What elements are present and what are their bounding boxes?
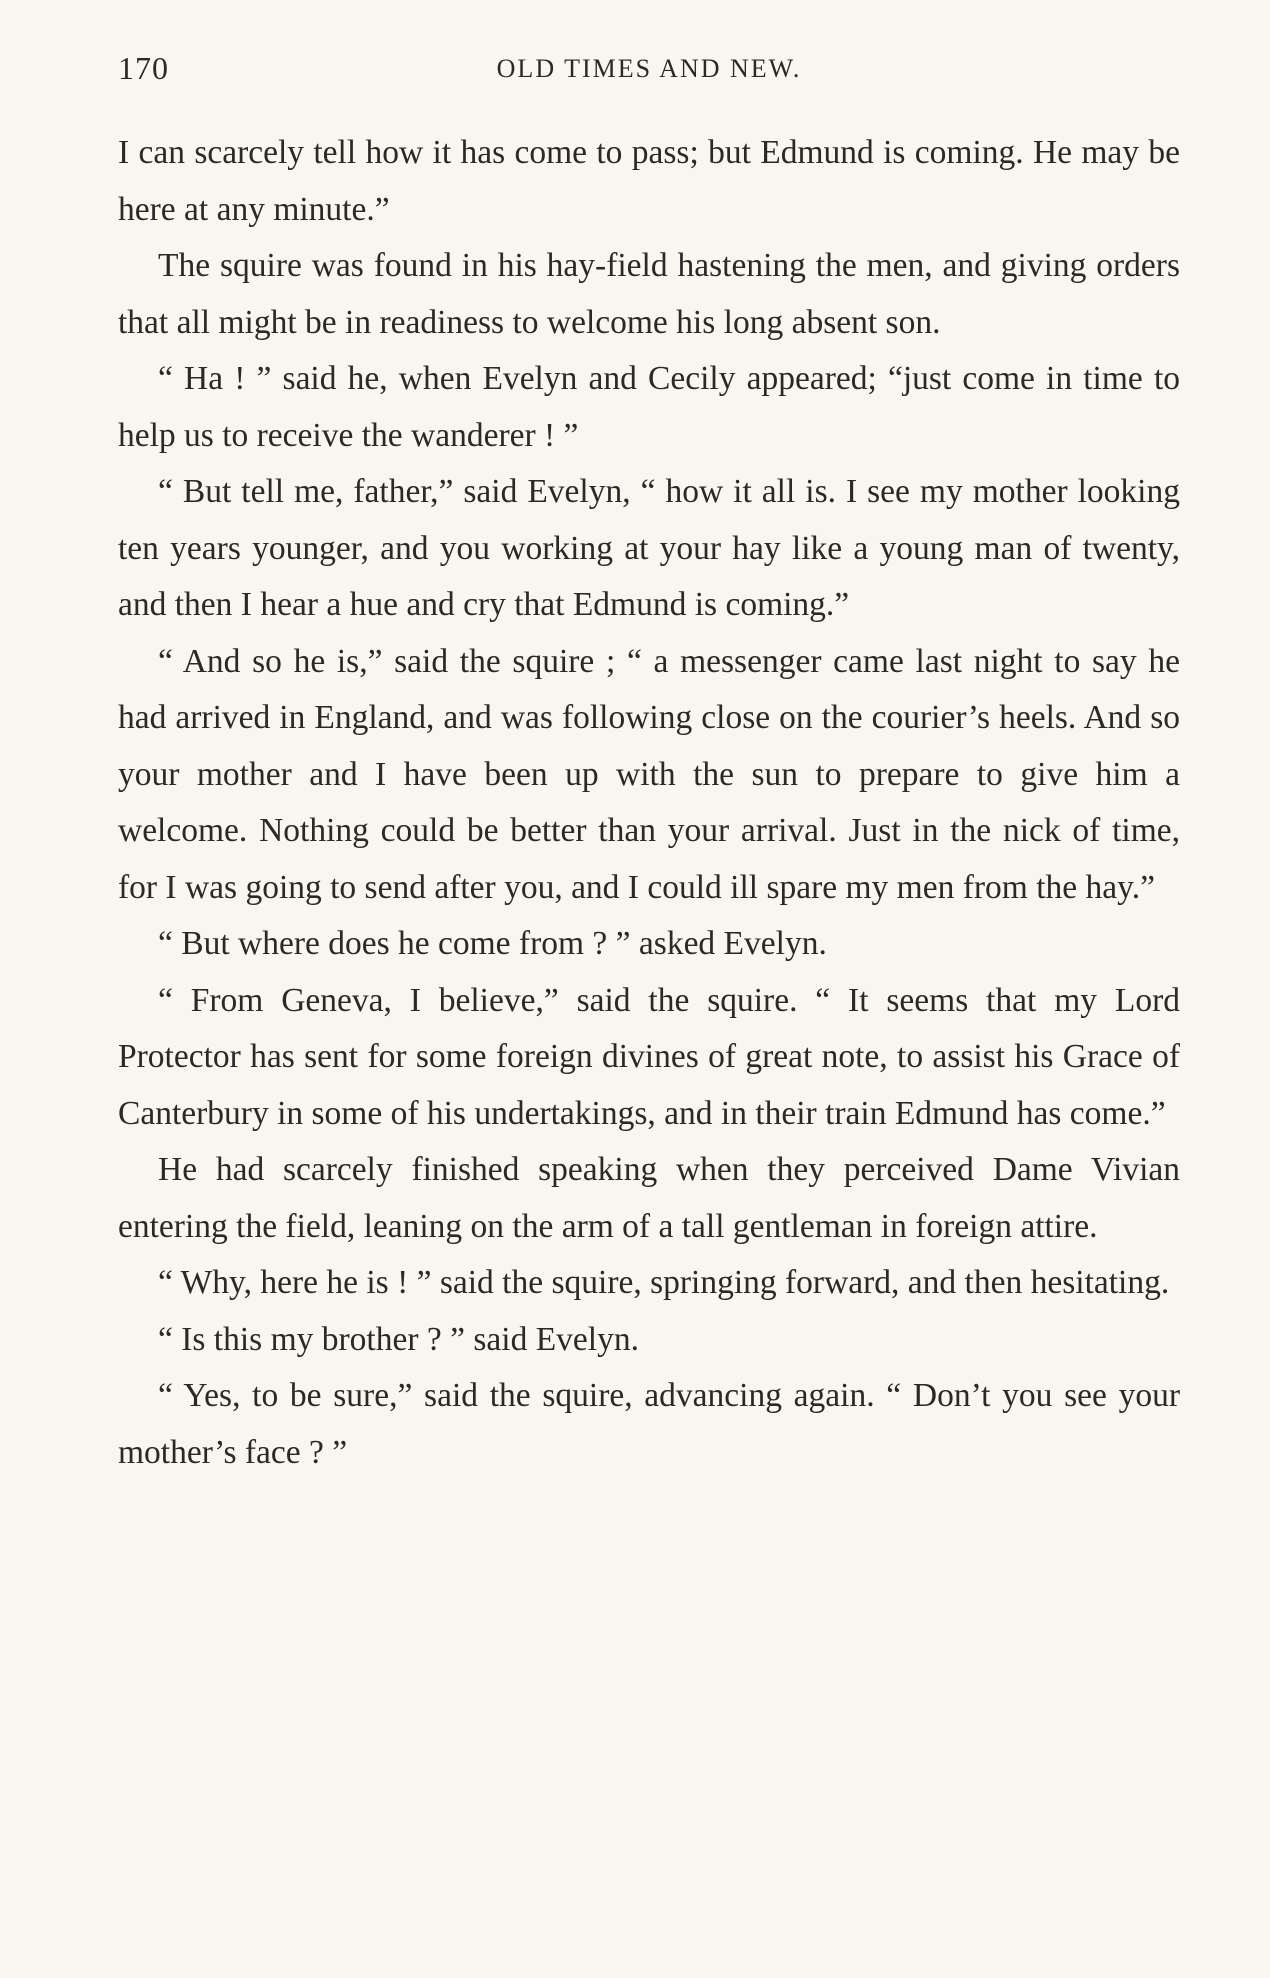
page-number: 170 [118,50,169,86]
paragraph: “ Why, here he is ! ” said the squire, springing forward, and then hesitating. [158,1264,1170,1301]
paragraph: “ But where does he come from ? ” asked Evelyn. [158,925,827,962]
paragraph: He had scarcely finished speaking when they perceived Dame Vivian entering the field, leaning on the arm of a tall gentleman in foreign attire. [118,1151,1180,1245]
running-title: OLD TIMES AND NEW. [496,54,802,83]
paragraph: The squire was found in his hay-field hastening the men, and giving orders that all might be in readiness to welcome his long absent son. [118,247,1180,341]
paragraph: “ And so he is,” said the squire ; “ a messenger came last night to say he had arrived in England, and was following close on the courier’s heels. And so your mother and I have been up with the sun to prepare to give him a welcome. Nothing could be better than your arrival. Just in the nick of time, for I was going to send after you, and I could ill spare my men from the hay.” [118,642,1180,906]
paragraph: I can scarcely tell how it has come to pass; but Edmund is coming. He may be here at any minute.” [118,134,1180,228]
paragraph: “ But tell me, father,” said Evelyn, “ how it all is. I see my mother looking ten years younger, and you working at your hay like a young man of twenty, and then I hear a hue and cry that Edmund is coming.” [118,473,1180,623]
paragraph: “ From Geneva, I believe,” said the squire. “ It seems that my Lord Protector has sent for some foreign divines of great note, to assist his Grace of Canterbury in some of his undertakings, and in their train Edmund has come.” [118,981,1180,1132]
running-head [118,50,1180,100]
body-text [118,125,1180,1481]
paragraph: “ Yes, to be sure,” said the squire, advancing again. “ Don’t you see your mother’s face ? ” [118,1377,1180,1471]
paragraph: “ Is this my brother ? ” said Evelyn. [158,1320,639,1358]
paragraph: “ Ha ! ” said he, when Evelyn and Cecily appeared; “just come in time to help us to receive the wanderer ! ” [118,360,1180,454]
